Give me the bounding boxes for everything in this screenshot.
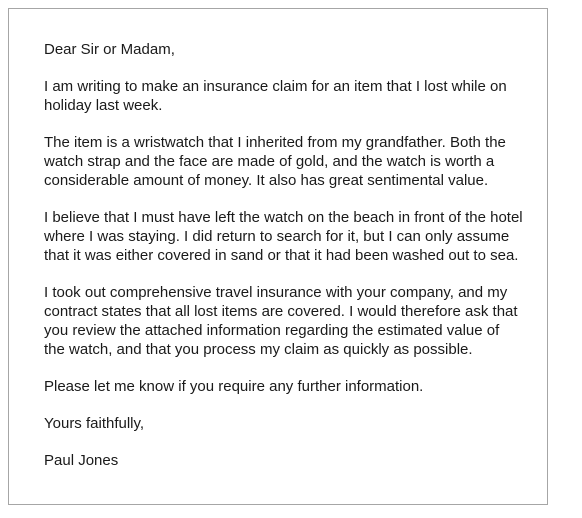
paragraph-insurance-request: I took out comprehensive travel insurance with your company, and my contract states that all lost items are covered. I would therefore ask that you review the attached information regarding the estimated value of the watch, and that you process my claim as quickly as possible. (44, 284, 518, 358)
paragraph-further-info: Please let me know if you require any further information. (44, 378, 424, 395)
paragraph-loss-circumstances: I believe that I must have left the watch on the beach in front of the hotel where I was staying. I did return to search for it, but I can only assume that it was either covered in sand or that it had been washed out to sea. (44, 209, 523, 264)
letter-body (44, 40, 524, 488)
letter-frame (8, 8, 548, 505)
salutation: Dear Sir or Madam, (44, 41, 175, 58)
paragraph-item-description: The item is a wristwatch that I inherited from my grandfather. Both the watch strap and the face are made of gold, and the watch is worth a considerable amount of money. It also has great sentimental value. (44, 134, 506, 189)
closing: Yours faithfully, (44, 415, 145, 432)
paragraph-claim-intro: I am writing to make an insurance claim for an item that I lost while on holiday last week. (44, 78, 507, 114)
signature: Paul Jones (44, 452, 119, 469)
